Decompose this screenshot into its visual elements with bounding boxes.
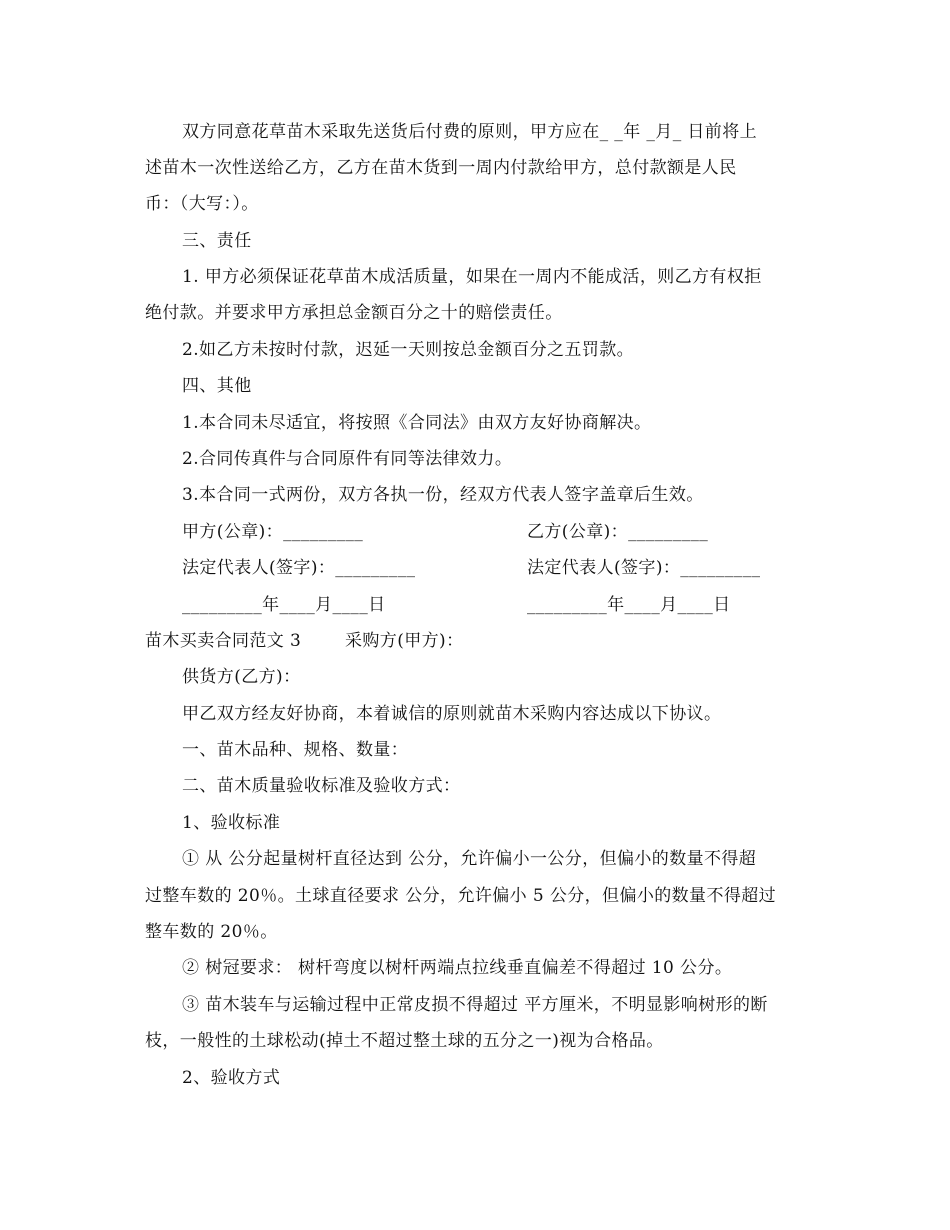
standard-heading: 1、验收标准 [182, 813, 281, 833]
standard-1-line-2: 过整车数的 20％。土球直径要求 公分，允许偏小 5 公分，但偏小的数量不得超过 [145, 886, 777, 906]
clause-1: 一、苗木品种、规格、数量： [182, 740, 409, 760]
section-3-item-1-line-1: 1. 甲方必须保证花草苗木成活质量，如果在一周内不能成活，则乙方有权拒 [182, 267, 762, 287]
supplier-label: 供货方(乙方)： [182, 667, 301, 687]
party-b-representative: 法定代表人(签字)：_________ [527, 558, 761, 578]
standard-1-line-3: 整车数的 20％。 [145, 922, 278, 942]
clause-2: 二、苗木质量验收标准及验收方式： [182, 776, 461, 796]
standard-1-line-1: ① 从 公分起量树杆直径达到 公分，允许偏小一公分，但偏小的数量不得超 [182, 849, 757, 869]
party-b-seal: 乙方(公章)：_________ [527, 522, 709, 542]
section-4-heading: 四、其他 [182, 376, 252, 396]
party-a-seal: 甲方(公章)：_________ [182, 522, 364, 542]
standard-2: ② 树冠要求： 树杆弯度以树杆两端点拉线垂直偏差不得超过 10 公分。 [182, 958, 733, 978]
payment-line-1: 双方同意花草苗木采取先送货后付费的原则，甲方应在_ _年 _月_ 日前将上 [182, 122, 758, 142]
standard-3-line-1: ③ 苗木装车与运输过程中正常皮损不得超过 平方厘米，不明显影响树形的断 [182, 995, 768, 1015]
section-3-heading: 三、责任 [182, 231, 252, 251]
standard-3-line-2: 枝，一般性的土球松动(掉土不超过整土球的五分之一)视为合格品。 [145, 1031, 664, 1051]
payment-line-3: 币：（大写：）。 [145, 194, 259, 214]
sample-3-title: 苗木买卖合同范文 3 [145, 631, 302, 651]
party-a-representative: 法定代表人(签字)：_________ [182, 558, 416, 578]
section-3-item-1-line-2: 绝付款。并要求甲方承担总金额百分之十的赔偿责任。 [145, 303, 563, 323]
section-4-item-3: 3.本合同一式两份，双方各执一份，经双方代表人签字盖章后生效。 [182, 485, 704, 505]
buyer-label: 采购方(甲方)： [345, 631, 464, 651]
party-b-date: _________年____月____日 [527, 595, 731, 615]
section-4-item-2: 2.合同传真件与合同原件有同等法律效力。 [182, 449, 513, 469]
section-3-item-2: 2.如乙方未按时付款，迟延一天则按总金额百分之五罚款。 [182, 340, 635, 360]
agreement-intro: 甲乙双方经友好协商，本着诚信的原则就苗木采购内容达成以下协议。 [182, 704, 722, 724]
method-heading: 2、验收方式 [182, 1068, 281, 1088]
party-a-date: _________年____月____日 [182, 595, 386, 615]
section-4-item-1: 1.本合同未尽适宜，将按照《合同法》由双方友好协商解决。 [182, 413, 652, 433]
payment-line-2: 述苗木一次性送给乙方，乙方在苗木货到一周内付款给甲方，总付款额是人民 [145, 158, 737, 178]
